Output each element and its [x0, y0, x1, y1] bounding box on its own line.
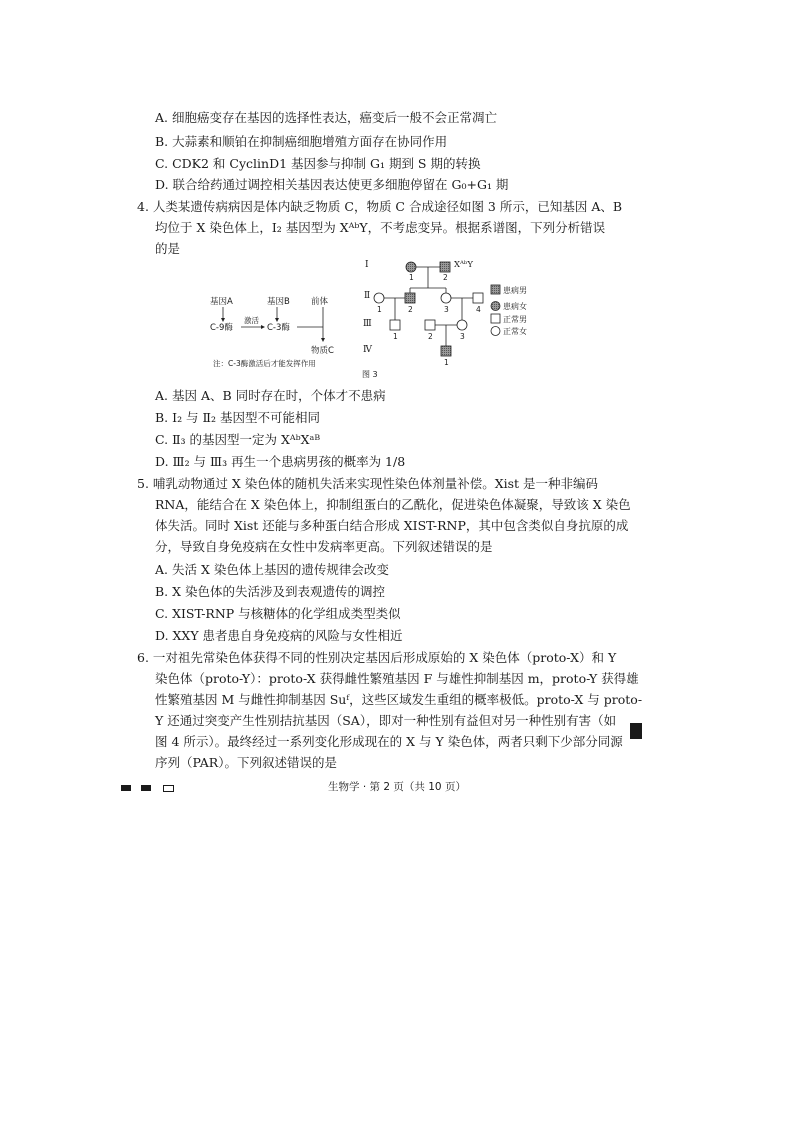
precursor-label: 前体	[311, 297, 329, 307]
i2-genotype-label: XᴬᵇY	[454, 260, 473, 270]
q5-option-a: A. 失活 X 染色体上基因的遗传规律会改变	[155, 562, 389, 577]
q3-option-b: B. 大蒜素和顺铂在抑制癌细胞增殖方面存在协同作用	[155, 134, 448, 149]
pathway-note: 注：C-3酶激活后才能发挥作用	[213, 359, 316, 368]
q6-stem-line1: 6. 一对祖先常染色体获得不同的性别决定基因后形成原始的 X 染色体（proto-X）和 Y	[137, 650, 617, 665]
q6-stem-line3: 性繁殖基因 M 与雌性抑制基因 Suᶠ，这些区域发生重组的概率极低。proto-X 与 proto-	[155, 692, 643, 707]
pedigree-chart	[360, 258, 530, 383]
gene-b-label: 基因B	[267, 297, 290, 307]
ii2-number: 2	[408, 305, 413, 314]
generation-iv-label: Ⅳ	[363, 345, 372, 355]
q4-stem-line3: 的是	[155, 241, 181, 256]
generation-ii-label: Ⅱ	[364, 291, 371, 301]
legend-normal-male: 正常男	[503, 315, 527, 324]
q3-option-c: C. CDK2 和 CyclinD1 基因参与抑制 G₁ 期到 S 期的转换	[155, 156, 481, 171]
q5-option-d: D. XXY 患者患自身免疫病的风险与女性相近	[155, 628, 403, 643]
i1-number: 1	[409, 273, 414, 282]
q6-stem-line5: 图 4 所示）。最终经过一系列变化形成现在的 X 与 Y 染色体，两者只剩下少部分同源	[155, 734, 623, 749]
q4-option-a: A. 基因 A、B 同时存在时，个体才不患病	[155, 388, 386, 403]
page-number-footer: 生物学 · 第 2 页（共 10 页）	[328, 781, 466, 793]
q5-stem-line3: 体失活。同时 Xist 还能与多种蛋白结合形成 XIST-RNP，其中包含类似自身抗原的成	[155, 518, 629, 533]
activate-label: 激活	[244, 316, 259, 325]
q5-option-c: C. XIST-RNP 与核糖体的化学组成类型类似	[155, 606, 401, 621]
substance-c-label: 物质C	[311, 346, 334, 356]
q4-stem-line2: 均位于 X 染色体上，Ⅰ₂ 基因型为 XᴬᵇY，不考虑变异。根据系谱图，下列分析错误	[155, 220, 606, 235]
ii4-number: 4	[476, 305, 481, 314]
q5-stem-line4: 分，导致自身免疫病在女性中发病率更高。下列叙述错误的是	[155, 539, 493, 554]
gene-a-label: 基因A	[210, 297, 233, 307]
q6-stem-line6: 序列（PAR）。下列叙述错误的是	[155, 755, 337, 770]
q5-stem-line2: RNA，能结合在 X 染色体上，抑制组蛋白的乙酰化，促进染色体凝聚，导致该 X 染色	[155, 497, 631, 512]
q4-option-b: B. Ⅰ₂ 与 Ⅱ₂ 基因型不可能相同	[155, 410, 321, 425]
q6-stem-line4: Y 还通过突变产生性别拮抗基因（SA），即对一种性别有益但对另一种性别有害（如	[155, 713, 617, 728]
q4-option-c: C. Ⅱ₃ 的基因型一定为 XᴬᵇXᵃᴮ	[155, 432, 321, 447]
q3-option-a: A. 细胞癌变存在基因的选择性表达，癌变后一般不会正常凋亡	[155, 110, 497, 125]
q4-stem-line1: 4. 人类某遗传病病因是体内缺乏物质 C，物质 C 合成途径如图 3 所示，已知基因 A、B	[137, 199, 623, 214]
q5-option-b: B. X 染色体的失活涉及到表观遗传的调控	[155, 584, 386, 599]
i2-number: 2	[443, 273, 448, 282]
legend-affected-female: 患病女	[503, 302, 527, 311]
c3-enzyme-label: C-3酶	[267, 323, 290, 333]
legend-normal-female: 正常女	[503, 327, 527, 336]
iii1-number: 1	[393, 332, 398, 341]
iv1-number: 1	[444, 358, 449, 367]
q6-stem-line2: 染色体（proto-Y）：proto-X 获得雌性繁殖基因 F 与雄性抑制基因 m，proto-Y 获得雄	[155, 671, 639, 686]
ii1-number: 1	[377, 305, 382, 314]
q3-option-d: D. 联合给药通过调控相关基因表达使更多细胞停留在 G₀+G₁ 期	[155, 177, 509, 192]
q5-stem-line1: 5. 哺乳动物通过 X 染色体的随机失活来实现性染色体剂量补偿。Xist 是一种非编码	[137, 476, 599, 491]
registration-marker	[630, 723, 642, 739]
legend-affected-male: 患病男	[503, 286, 527, 295]
iii3-number: 3	[460, 332, 465, 341]
figure-3-label: 图 3	[362, 370, 378, 379]
c9-enzyme-label: C-9酶	[210, 323, 233, 333]
generation-iii-label: Ⅲ	[363, 319, 372, 329]
generation-i-label: Ⅰ	[365, 260, 369, 270]
pathway-diagram	[205, 290, 360, 370]
ii3-number: 3	[444, 305, 449, 314]
q4-option-d: D. Ⅲ₂ 与 Ⅲ₃ 再生一个患病男孩的概率为 1/8	[155, 454, 406, 469]
iii2-number: 2	[428, 332, 433, 341]
